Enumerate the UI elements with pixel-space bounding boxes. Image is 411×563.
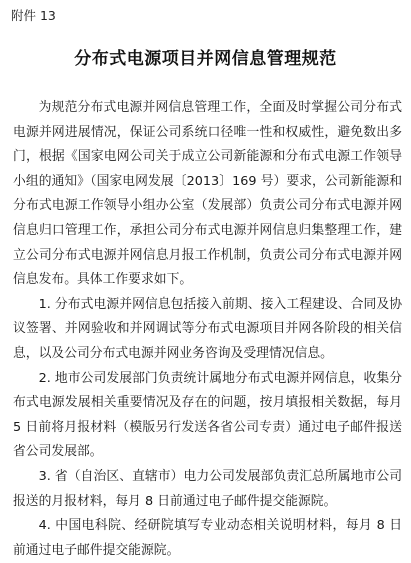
item-4-paragraph: 4. 中国电科院、经研院填写专业动态相关说明材料，每月 8 日前通过电子邮件提交能源院。 bbox=[13, 518, 402, 558]
intro-paragraph: 为规范分布式电源并网信息管理工作，全面及时掌握公司分布式电源并网进展情况，保证公司系统口径唯一性和权威性，避免数出多门，根据《国家电网公司关于成立公司新能源和分布式电源工作领导小组的通知》（国家电网发展〔2013〕169 号）要求，公司新能源和分布式电源工作领导小组办公室（发展部）负责公司分布式电源并网信息归口管理工作，承担公司分布式电源并网信息归集整理工作，建立公司分布式电源并网信息月报工作机制，负责公司分布式电源并网信息发布。具体工作要求如下。 bbox=[13, 100, 402, 288]
document-title: 分布式电源项目并网信息管理规范 bbox=[74, 49, 337, 69]
item-2-paragraph: 2. 地市公司发展部门负责统计属地分布式电源并网信息，收集分布式电源发展相关重要情况及存在的问题，按月填报相关数据，每月 5 日前将月报材料（模版另行发送各省公司专责）通过电子邮件报送省公司发展部。 bbox=[13, 370, 402, 460]
item-3-paragraph: 3. 省（自治区、直辖市）电力公司发展部负责汇总所属地市公司报送的月报材料，每月 8 日前通过电子邮件提交能源院。 bbox=[13, 468, 402, 509]
item-1-paragraph: 1. 分布式电源并网信息包括接入前期、接入工程建设、合同及协议签署、并网验收和并网调试等分布式电源项目并网各阶段的相关信息，以及公司分布式电源并网业务咨询及受理情况信息。 bbox=[13, 296, 402, 361]
document-body bbox=[13, 96, 402, 563]
attachment-label: 附件 13 bbox=[11, 8, 56, 23]
